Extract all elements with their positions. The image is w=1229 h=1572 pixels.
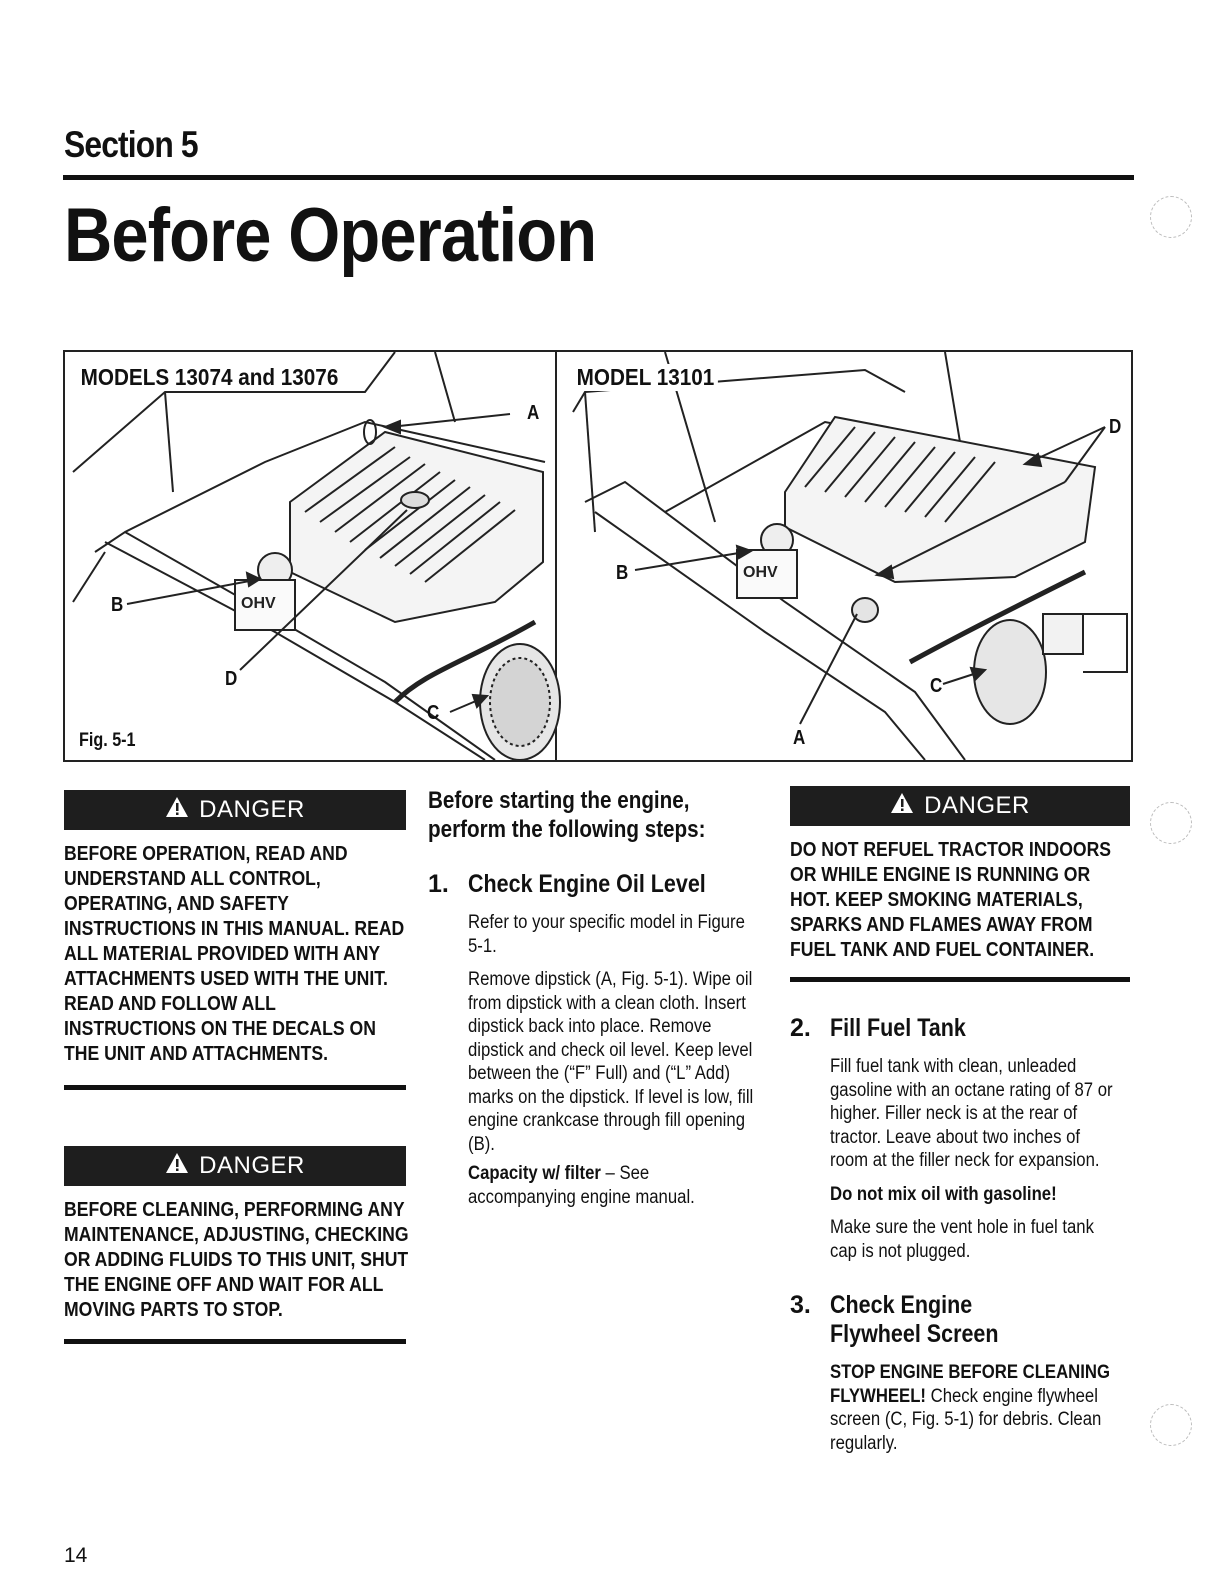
danger-text-3: DO NOT REFUEL TRACTOR INDOORS OR WHILE ENGINE IS RUNNING OR HOT. KEEP SMOKING MATERIALS, SPARKS AND FLAMES AWAY FROM FUEL TANK AND FUEL CONTAINER.	[790, 839, 1112, 961]
step-1-para-1: Refer to your specific model in Figure 5-1.	[468, 912, 745, 957]
punch-hole-mark	[1150, 802, 1192, 844]
step-2-para-1: Fill fuel tank with clean, unleaded gasoline with an octane rating of 87 or higher. Filler neck is at the rear of tractor. Leave about two inches of room at the filler neck for expansion.	[830, 1056, 1113, 1171]
step-3-para	[830, 1361, 1120, 1455]
step-2-para-2: Make sure the vent hole in fuel tank cap is not plugged.	[830, 1217, 1094, 1262]
figure-label-left: MODELS 13074 and 13076	[77, 364, 342, 391]
danger-text-2: BEFORE CLEANING, PERFORMING ANY MAINTENANCE, ADJUSTING, CHECKING OR ADDING FLUIDS TO THIS UNIT, SHUT THE ENGINE OFF AND WAIT FOR ALL MOVING PARTS TO STOP.	[64, 1199, 409, 1321]
danger-text-1: BEFORE OPERATION, READ AND UNDERSTAND ALL CONTROL, OPERATING, AND SAFETY INSTRUCTIONS IN THIS MANUAL. READ ALL MATERIAL PROVIDED WITH ANY ATTACHMENTS USED WITH THE UNIT. READ AND FOLLOW ALL INSTRUCTIONS ON THE DECALS ON THE UNIT AND ATTACHMENTS.	[64, 843, 405, 1065]
left-column	[64, 790, 409, 1344]
danger-label-1: DANGER	[199, 796, 305, 823]
danger-rule-2	[64, 1339, 406, 1344]
figure-label-right: MODEL 13101	[573, 364, 718, 391]
danger-rule-3	[790, 977, 1130, 982]
danger-bar-2	[64, 1146, 406, 1186]
danger-label-3: DANGER	[924, 792, 1030, 819]
danger-rule-1	[64, 1085, 406, 1090]
step-1-para-2: Remove dipstick (A, Fig. 5-1). Wipe oil from dipstick with a clean cloth. Insert dipstick back into place. Remove dipstick and check oil level. Keep level between the (“F” Full) and (“L” Add) marks on the dipstick. If level is low, fill engine crankcase through fill opening (B).	[468, 969, 754, 1155]
intro-heading: Before starting the engine, perform the following steps:	[428, 787, 706, 843]
section-label: Section 5	[64, 124, 198, 165]
right-column	[790, 786, 1130, 1455]
warning-triangle-icon	[165, 796, 189, 825]
step-1-title: Check Engine Oil Level	[468, 870, 706, 898]
figure-5-1	[63, 350, 1133, 762]
punch-hole-mark	[1150, 1404, 1192, 1446]
step-1-capacity	[468, 1162, 758, 1209]
callout-a-left: A	[527, 402, 540, 424]
step-3-heading	[790, 1291, 1130, 1349]
svg-text:OHV: OHV	[743, 564, 778, 581]
page-title: Before Operation	[64, 193, 597, 278]
warning-triangle-icon	[165, 1152, 189, 1181]
figure-caption: Fig. 5-1	[79, 730, 136, 751]
callout-b-left: B	[111, 594, 124, 616]
capacity-label: Capacity w/ filter	[468, 1163, 601, 1184]
step-3-title: Check Engine Flywheel Screen	[830, 1291, 999, 1348]
warning-triangle-icon	[890, 792, 914, 821]
step-2-number: 2.	[790, 1014, 811, 1042]
engine-illustration	[65, 352, 1131, 760]
step-1-number: 1.	[428, 870, 449, 898]
step-2-title: Fill Fuel Tank	[830, 1014, 966, 1042]
callout-c-right: C	[930, 675, 943, 697]
danger-bar-3	[790, 786, 1130, 826]
header-rule	[63, 175, 1134, 180]
page-number: 14	[64, 1544, 88, 1567]
callout-d-left: D	[225, 668, 238, 690]
callout-a-right: A	[793, 727, 806, 749]
danger-bar-1	[64, 790, 406, 830]
capacity-text: – See accompanying engine manual.	[468, 1163, 695, 1208]
step-2-warning: Do not mix oil with gasoline!	[830, 1183, 1057, 1205]
step-3-lead: STOP ENGINE BEFORE CLEANING FLYWHEEL!	[830, 1362, 1110, 1407]
step-3-number: 3.	[790, 1291, 811, 1319]
svg-text:OHV: OHV	[241, 595, 276, 612]
step-1-heading	[428, 870, 768, 899]
middle-column	[428, 786, 768, 1209]
danger-label-2: DANGER	[199, 1152, 305, 1179]
step-2-heading	[790, 1014, 1130, 1043]
punch-hole-mark	[1150, 196, 1192, 238]
callout-b-right: B	[616, 562, 629, 584]
step-3-text: Check engine flywheel screen (C, Fig. 5-1) for debris. Clean regularly.	[830, 1385, 1102, 1454]
callout-d-right: D	[1109, 416, 1122, 438]
callout-c-left: C	[427, 702, 440, 724]
